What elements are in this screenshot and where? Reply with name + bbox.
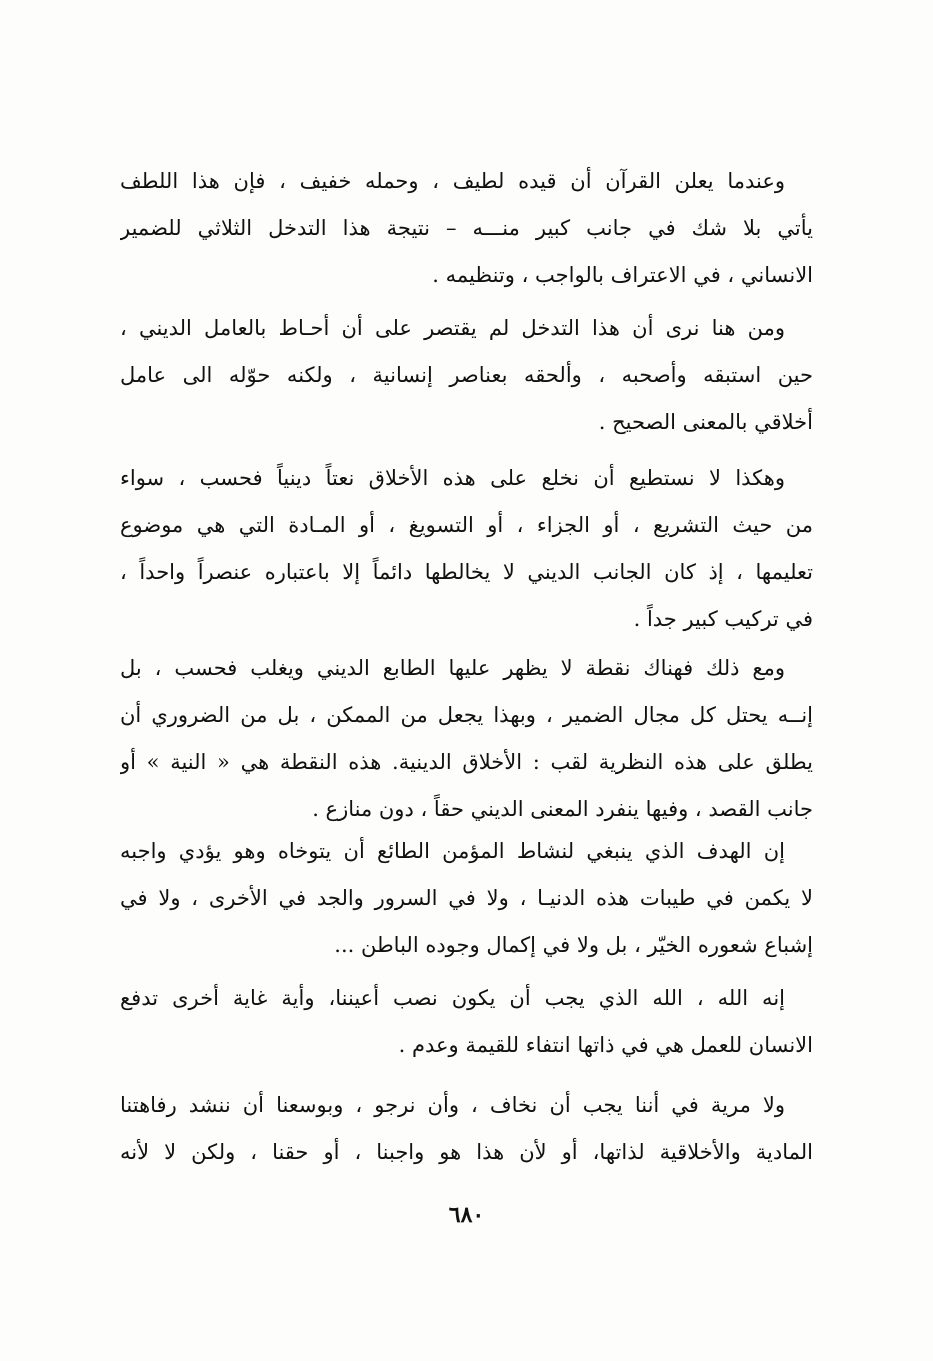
page-number: ٦٨٠ bbox=[448, 1202, 485, 1228]
text-line: ومن هنا نرى أن هذا التدخل لم يقتصر على أن أحـاط بالعامل الديني ، bbox=[120, 316, 785, 340]
text-line: إشباع شعوره الخيّر ، بل ولا في إكمال وجوده الباطن ... bbox=[334, 933, 813, 957]
text-line: يطلق على هذه النظرية لقب : الأخلاق الدينية. هذه النقطة هي « النية » أو bbox=[120, 750, 813, 774]
text-line: الانساني ، في الاعتراف بالواجب ، وتنظيمه . bbox=[432, 263, 813, 287]
text-line: إنه الله ، الله الذي يجب أن يكون نصب أعيننا، وأية غاية أخرى تدفع bbox=[120, 986, 785, 1010]
paragraph bbox=[120, 158, 813, 299]
text-line: إنــه يحتل كل مجال الضمير ، وبهذا يجعل من الممكن ، بل من الضروري أن bbox=[120, 703, 813, 727]
paragraph bbox=[120, 455, 813, 643]
text-line: تعليمها ، إذ كان الجانب الديني لا يخالطها دائماً إلا باعتباره عنصراً واحداً ، bbox=[120, 560, 813, 584]
text-line: وعندما يعلن القرآن أن قيده لطيف ، وحمله خفيف ، فإن هذا اللطف bbox=[120, 169, 785, 193]
text-line: جانب القصد ، وفيها ينفرد المعنى الديني حقاً ، دون منازع . bbox=[312, 797, 813, 821]
text-line: يأتي بلا شك في جانب كبير منـــه – نتيجة هذا التدخل الثلاثي للضمير bbox=[120, 216, 813, 240]
text-line: من حيث التشريع ، أو الجزاء ، أو التسويغ ، أو المـادة التي هي موضوع bbox=[120, 513, 813, 537]
paragraph bbox=[120, 975, 813, 1069]
text-line: في تركيب كبير جداً . bbox=[633, 607, 813, 631]
text-line: حين استبقه وأصحبه ، وألحقه بعناصر إنسانية ، ولكنه حوّله الى عامل bbox=[120, 363, 813, 387]
text-line: ومع ذلك فهناك نقطة لا يظهر عليها الطابع الديني ويغلب فحسب ، بل bbox=[120, 656, 785, 680]
text-line: لا يكمن في طيبات هذه الدنيـا ، ولا في السرور والجد في الأخرى ، ولا في bbox=[120, 886, 813, 910]
text-line: ولا مرية في أننا يجب أن نخاف ، وأن نرجو ، وبوسعنا أن ننشد رفاهتنا bbox=[120, 1093, 785, 1117]
paragraph bbox=[120, 305, 813, 446]
paragraph bbox=[120, 645, 813, 833]
text-line: الانسان للعمل هي في ذاتها انتفاء للقيمة وعدم . bbox=[398, 1033, 813, 1057]
text-line: المادية والأخلاقية لذاتها، أو لأن هذا هو واجبنا ، أو حقنا ، ولكن لا لأنه bbox=[120, 1140, 813, 1164]
text-line: أخلاقي بالمعنى الصحيح . bbox=[598, 410, 813, 434]
text-line: وهكذا لا نستطيع أن نخلع على هذه الأخلاق نعتاً دينياً فحسب ، سواء bbox=[120, 466, 785, 490]
text-line: إن الهدف الذي ينبغي لنشاط المؤمن الطائع أن يتوخاه وهو يؤدي واجبه bbox=[120, 839, 785, 863]
paragraph bbox=[120, 1082, 813, 1176]
paragraph bbox=[120, 828, 813, 969]
